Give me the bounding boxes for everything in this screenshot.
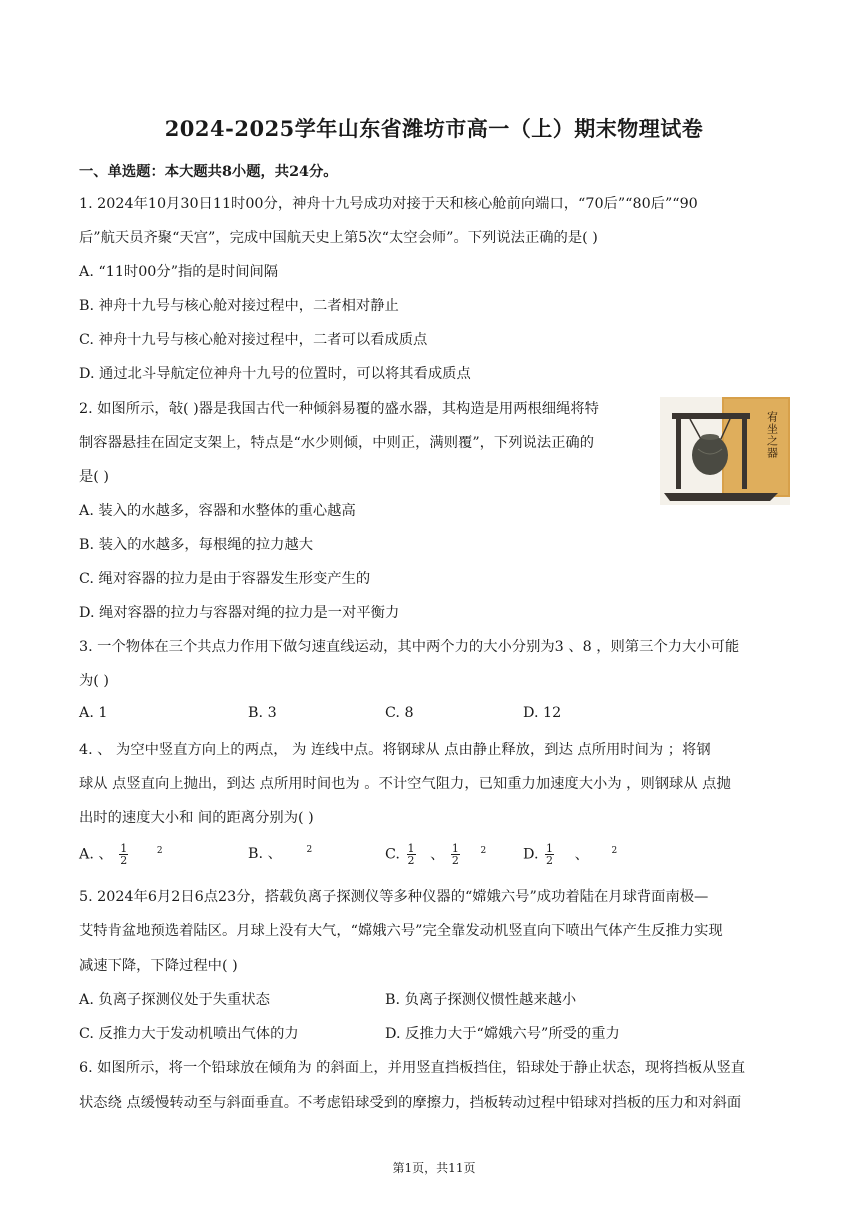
q1-option-c: C. 神舟十九号与核心舱对接过程中，二者可以看成质点 <box>79 332 428 348</box>
q5-stem-line1: 5. 2024年6月2日6点23分，搭载负离子探测仪等多种仪器的“嫦娥六号”成功着陆在月球背面南极— <box>79 889 709 905</box>
q5-stem-line3: 减速下降，下降过程中( ) <box>79 958 238 974</box>
q6-stem-line2: 状态绕 点缓慢转动至与斜面垂直。不考虑铅球受到的摩擦力，挡板转动过程中铅球对挡板的压力和对斜面 <box>79 1095 742 1111</box>
separator: 、 <box>574 846 589 863</box>
page-title: 2024-2025学年山东省潍坊市高一（上）期末物理试卷 <box>164 116 704 141</box>
q4-stem-line1: 4. 、 为空中竖直方向上的两点， 为 连线中点。将钢球从 点由静止释放，到达 点所用时间为 ；将钢 <box>79 742 711 758</box>
q4-option-c <box>385 843 486 866</box>
q4-option-a <box>79 843 163 866</box>
q1-stem-line1: 1. 2024年10月30日11时00分，神舟十九号成功对接于天和核心舱前向端口，“70后”“80后”“90 <box>79 196 698 212</box>
section-heading: 一、单选题：本大题共8小题，共24分。 <box>79 164 338 180</box>
q3-option-c: C. 8 <box>385 705 414 721</box>
q2-stem-line3: 是( ) <box>79 469 109 485</box>
q3-option-a: A. 1 <box>79 705 108 721</box>
q4-option-b-label: B. 、 <box>248 846 282 862</box>
q5-option-a: A. 负离子探测仪处于失重状态 <box>79 992 270 1008</box>
exponent: 2 <box>611 845 618 856</box>
fraction: $\frac{1}{2}$ <box>120 842 128 867</box>
calligraphy-text <box>766 410 779 459</box>
fraction: $\frac{1}{2}$ <box>546 842 554 867</box>
q3-option-d: D. 12 <box>523 705 562 721</box>
q5-option-b: B. 负离子探测仪惯性越来越小 <box>385 992 577 1008</box>
q4-option-d-label: D. <box>523 846 539 863</box>
q5-option-d: D. 反推力大于“嫦娥六号”所受的重力 <box>385 1026 620 1042</box>
q1-option-a: A. “11时00分”指的是时间间隔 <box>79 264 279 280</box>
qi-vessel-illustration <box>660 397 790 505</box>
page-footer: 第1页，共11页 <box>392 1161 476 1175</box>
q2-option-d: D. 绳对容器的拉力与容器对绳的拉力是一对平衡力 <box>79 605 400 621</box>
q2-option-a: A. 装入的水越多，容器和水整体的重心越高 <box>79 503 356 519</box>
q4-option-c-label: C. <box>385 846 400 863</box>
q4-option-a-label: A. 、 <box>79 846 113 863</box>
q4-option-b <box>248 843 312 863</box>
q2-option-c: C. 绳对容器的拉力是由于容器发生形变产生的 <box>79 571 371 587</box>
q1-option-b: B. 神舟十九号与核心舱对接过程中，二者相对静止 <box>79 298 399 314</box>
image-caption-text: 宥坐之器 <box>765 411 779 459</box>
q4-stem-line2: 球从 点竖直向上抛出，到达 点所用时间也为 。不计空气阻力，已知重力加速度大小为 ，则钢球从 点抛 <box>79 776 731 792</box>
q2-stem-line1: 2. 如图所示，敧( )器是我国古代一种倾斜易覆的盛水器，其构造是用两根细绳将特 <box>79 401 599 417</box>
fraction: $\frac{1}{2}$ <box>451 842 459 867</box>
q1-option-d: D. 通过北斗导航定位神舟十九号的位置时，可以将其看成质点 <box>79 366 471 382</box>
fraction: $\frac{1}{2}$ <box>407 842 415 867</box>
q1-stem-line2: 后”航天员齐聚“天宫”，完成中国航天史上第5次“太空会师”。下列说法正确的是( ) <box>79 230 598 246</box>
exponent: 2 <box>480 845 487 856</box>
q5-option-c: C. 反推力大于发动机喷出气体的力 <box>79 1026 299 1042</box>
q3-stem-line1: 3. 一个物体在三个共点力作用下做匀速直线运动，其中两个力的大小分别为3 、8 ，则第三个力大小可能 <box>79 639 740 655</box>
q3-stem-line2: 为( ) <box>79 673 109 689</box>
exponent: 2 <box>306 845 313 855</box>
q5-stem-line2: 艾特肯盆地预选着陆区。月球上没有大气，“嫦娥六号”完全靠发动机竖直向下喷出气体产生反推力实现 <box>79 923 723 939</box>
q4-option-d <box>523 843 617 866</box>
q2-option-b: B. 装入的水越多，每根绳的拉力越大 <box>79 537 314 553</box>
q2-stem-line2: 制容器悬挂在固定支架上，特点是“水少则倾，中则正，满则覆”，下列说法正确的 <box>79 435 595 451</box>
q3-option-b: B. 3 <box>248 705 277 721</box>
q4-stem-line3: 出时的速度大小和 间的距离分别为( ) <box>79 810 314 826</box>
q6-stem-line1: 6. 如图所示，将一个铅球放在倾角为 的斜面上，并用竖直挡板挡住，铅球处于静止状态，现将挡板从竖直 <box>79 1060 746 1076</box>
separator: 、 <box>430 846 445 863</box>
exponent: 2 <box>156 845 163 856</box>
